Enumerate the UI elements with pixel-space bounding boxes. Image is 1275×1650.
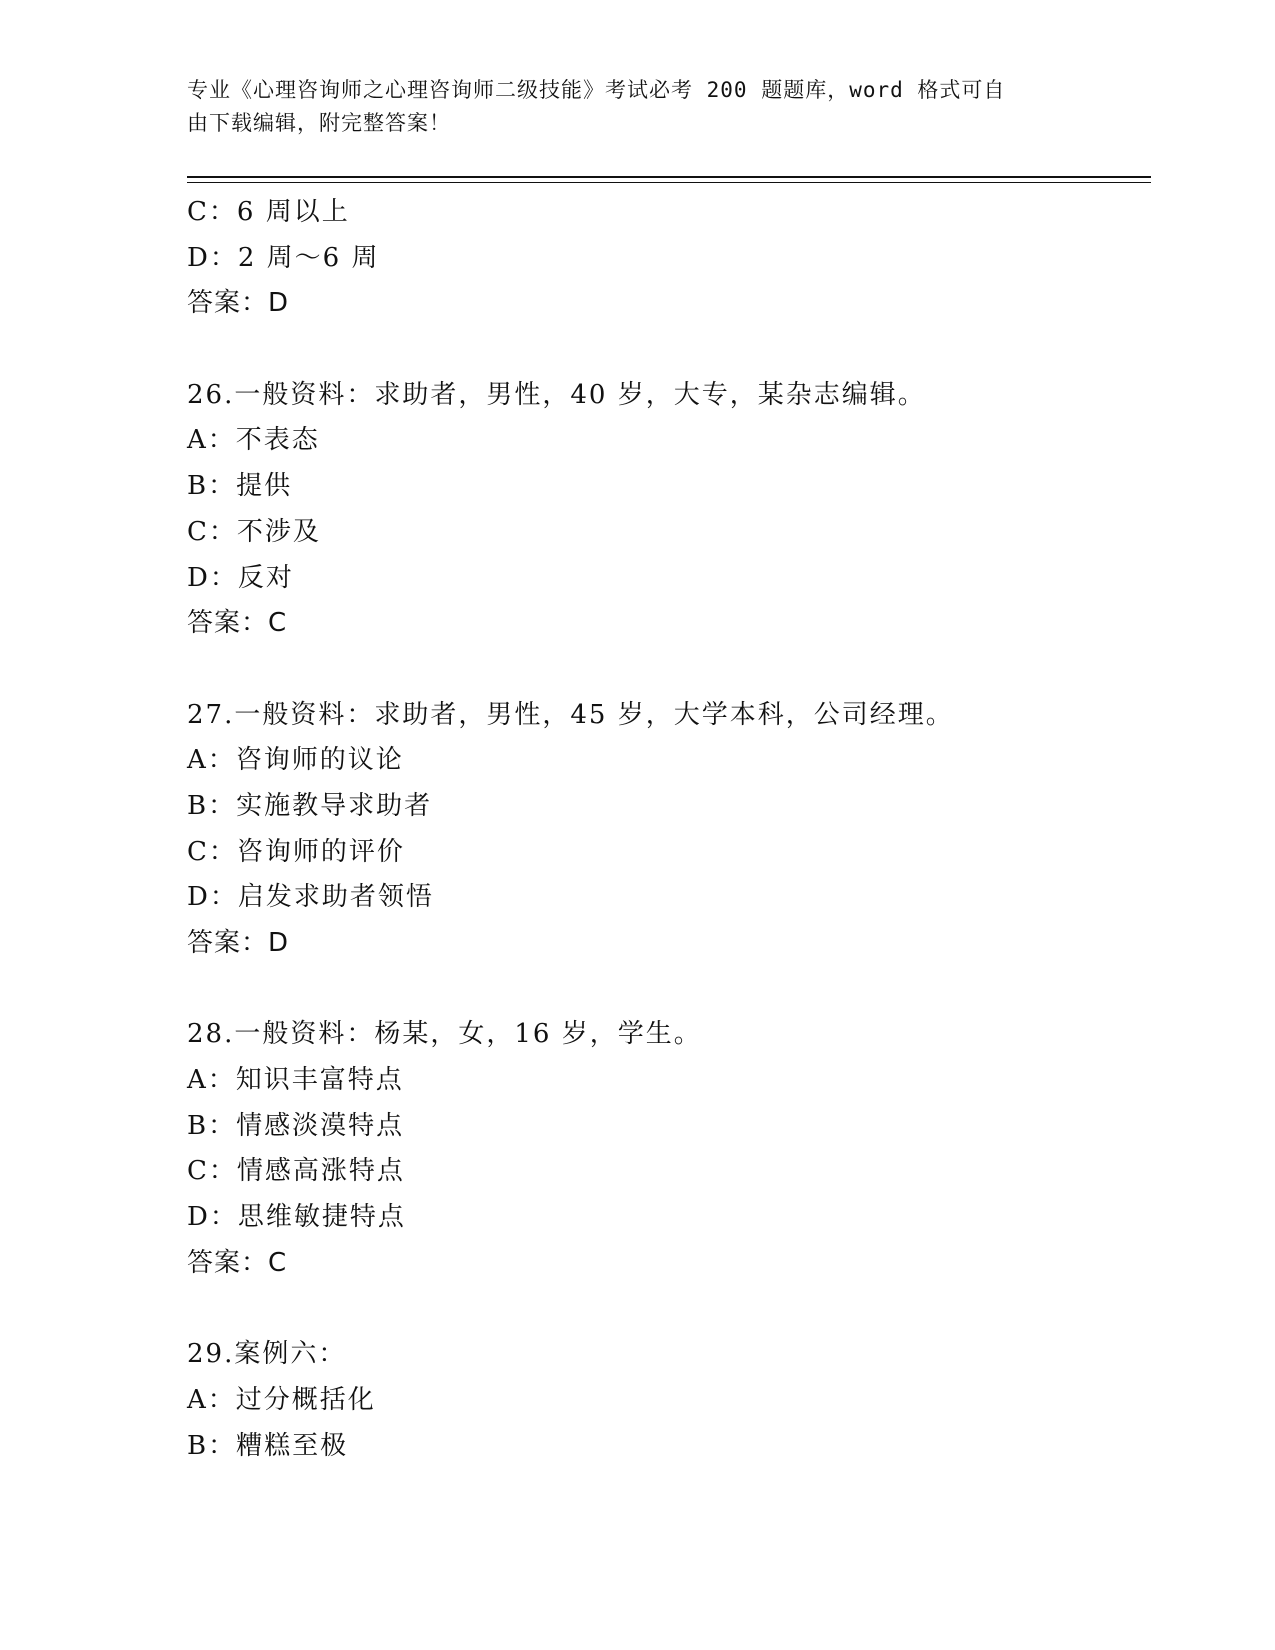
option-line: A：过分概括化 [187, 1384, 376, 1415]
blank-line [187, 967, 1147, 1013]
option-line: B：提供 [187, 471, 293, 502]
header-divider-thick [187, 176, 1151, 178]
option-line: C：情感高涨特点 [187, 1156, 405, 1187]
answer-line: 答案：D [187, 928, 290, 958]
option-line: B：糟糕至极 [187, 1430, 349, 1461]
answer-line: 答案：D [187, 288, 290, 319]
question-stem: 26.一般资料：求助者，男性，40 岁，大专，某杂志编辑。 [187, 379, 926, 410]
question-stem: 28.一般资料：杨某，女，16 岁，学生。 [187, 1019, 702, 1050]
header-line-2: 由下载编辑，附完整答案！ [187, 111, 451, 135]
blank-line [187, 327, 1147, 373]
header-line-1: 专业《心理咨询师之心理咨询师二级技能》考试必考 200 题题库，word 格式可自 [187, 78, 1006, 102]
option-line: D：反对 [187, 562, 294, 593]
option-line: B：实施教导求助者 [187, 790, 433, 821]
option-line: A：咨询师的议论 [187, 745, 404, 776]
blank-line [187, 1287, 1147, 1333]
blank-line [187, 647, 1147, 693]
answer-line: 答案：C [187, 1247, 288, 1278]
option-line: A：不表态 [187, 425, 320, 456]
question-stem: 29.案例六： [187, 1339, 347, 1370]
document-header [187, 74, 1067, 140]
answer-line: 答案：C [187, 608, 288, 639]
option-line: A：知识丰富特点 [187, 1065, 404, 1096]
option-line: C：咨询师的评价 [187, 836, 405, 867]
option-line: D：思维敏捷特点 [187, 1202, 406, 1233]
option-line: C：不涉及 [187, 516, 321, 547]
option-line: D：启发求助者领悟 [187, 882, 434, 913]
question-stem: 27.一般资料：求助者，男性，45 岁，大学本科，公司经理。 [187, 699, 954, 730]
option-line: B：情感淡漠特点 [187, 1110, 405, 1141]
question-list [187, 190, 1147, 1469]
option-line: C：6 周以上 [187, 197, 350, 227]
option-line: D：2 周～6 周 [187, 242, 380, 273]
header-divider-thin [187, 182, 1151, 183]
